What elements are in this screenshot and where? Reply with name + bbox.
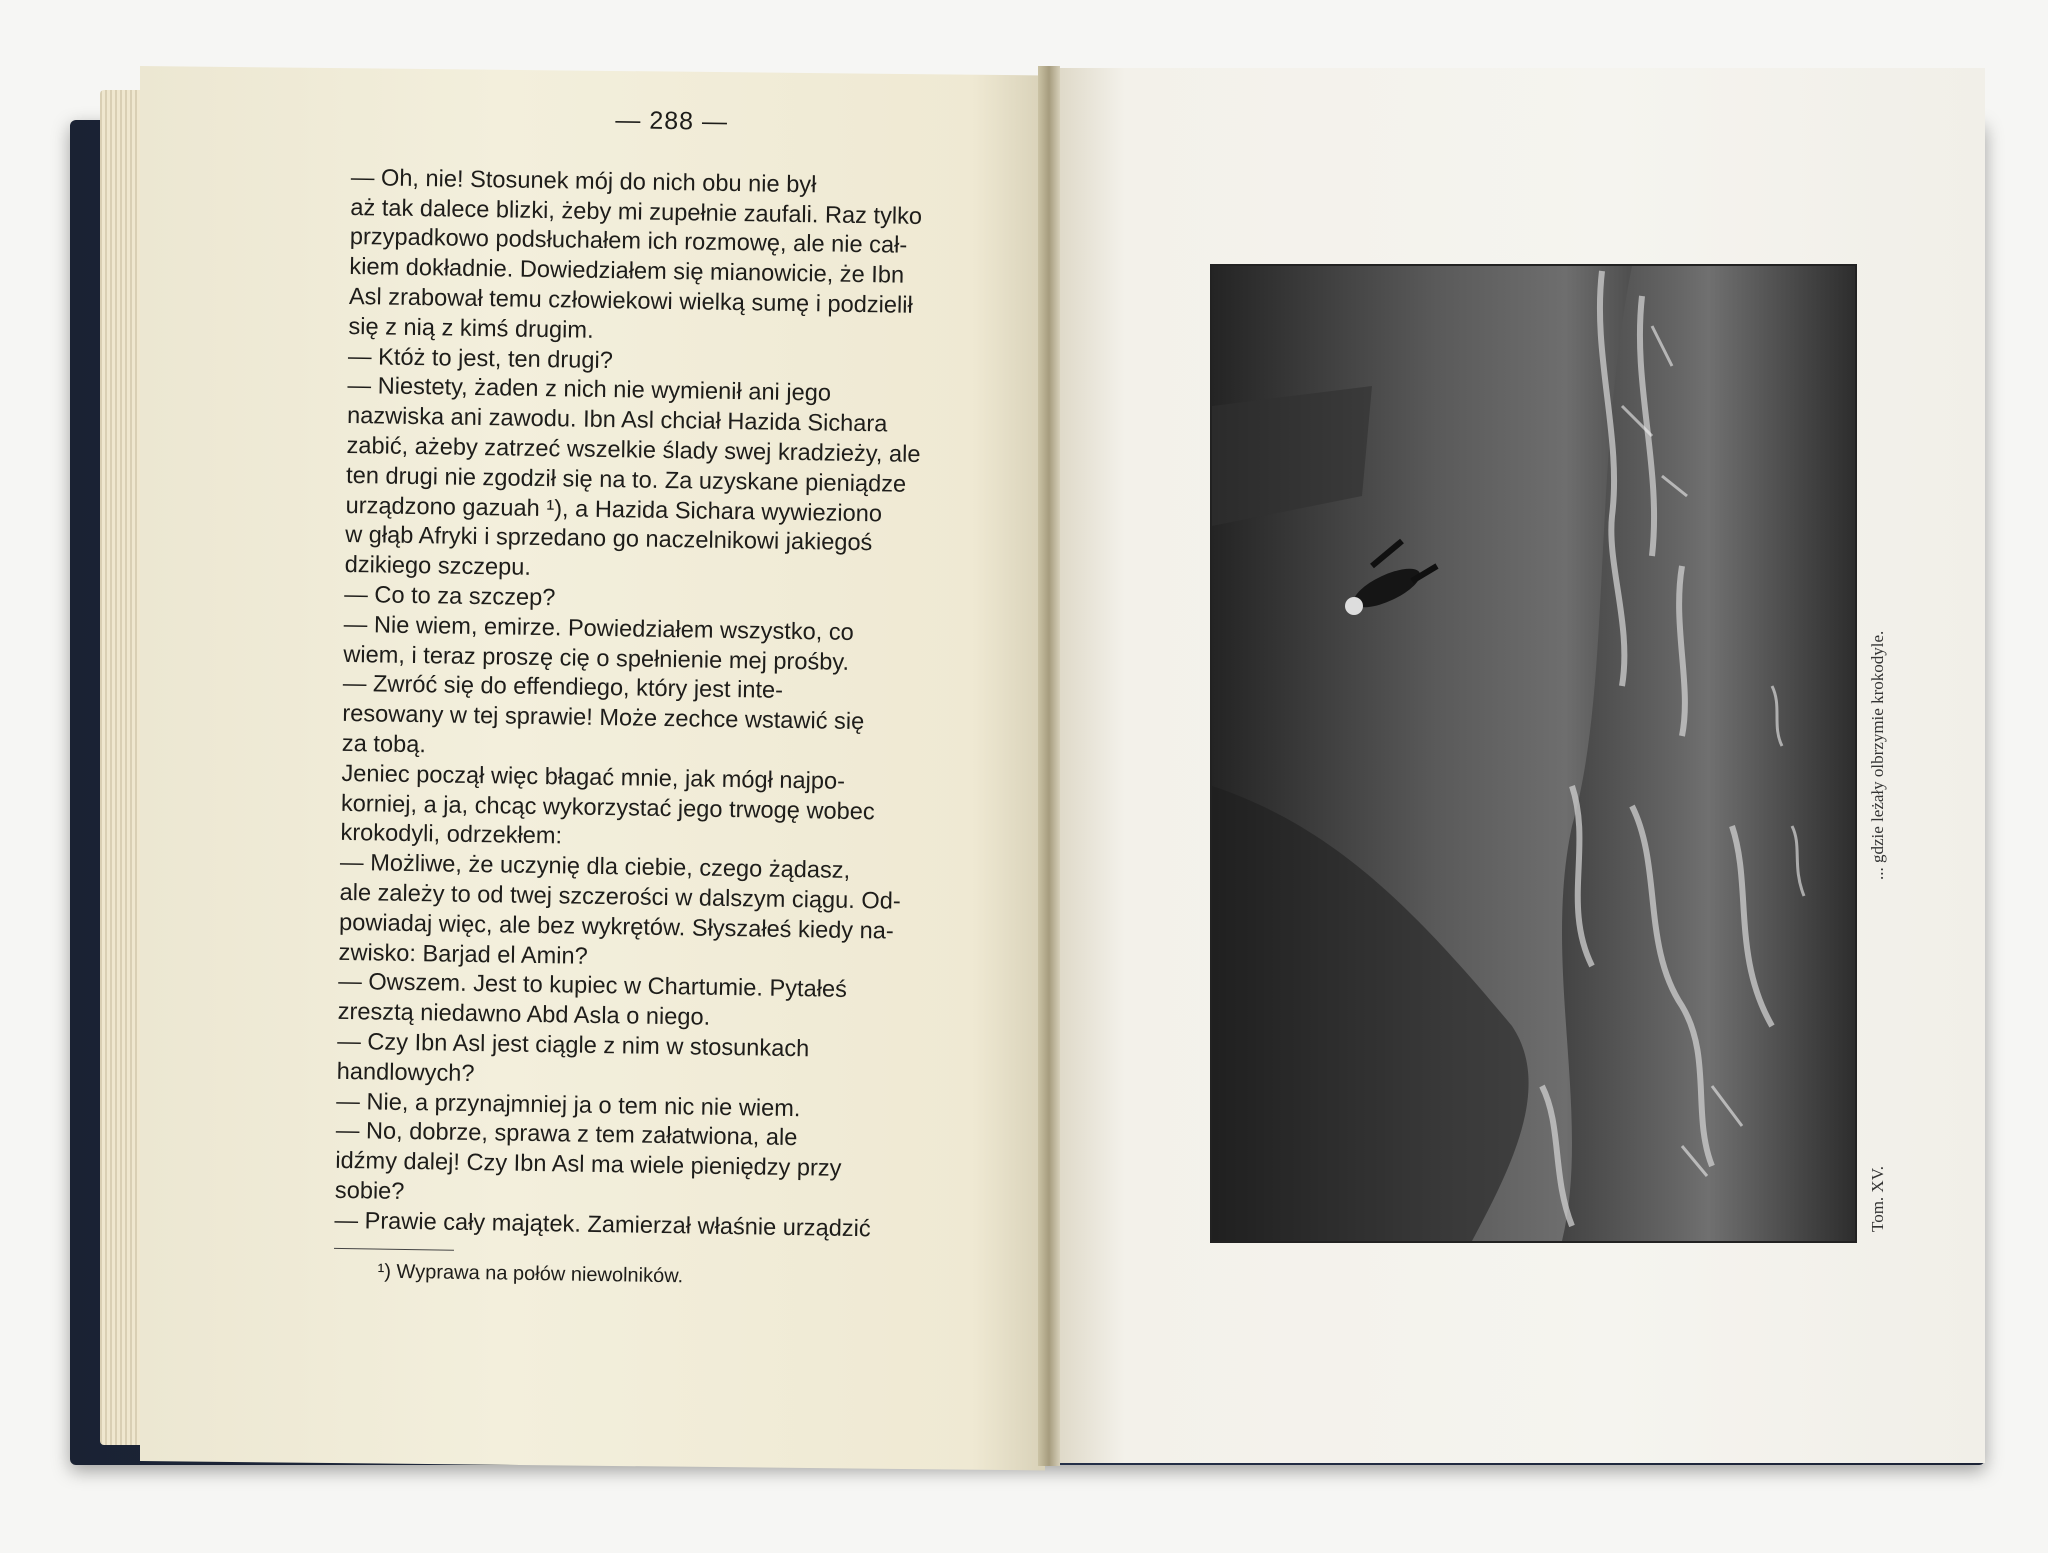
text-line: w głąb Afryki i sprzedano go naczelnikowi jakiegoś — [344, 522, 873, 557]
text-line: — Prawie cały majątek. Zamierzał właśnie urządzić — [334, 1207, 871, 1242]
text-line: ten drugi nie zgodził się na to. Za uzyskane pieniądze — [345, 462, 907, 498]
text-line: wiem, i teraz proszę cię o spełnienie mej prośby. — [343, 641, 850, 676]
text-line: dzikiego szczepu. — [344, 552, 532, 582]
book-gutter — [1038, 66, 1060, 1466]
plate-caption — [1864, 560, 1894, 1260]
text-line: — Nie wiem, emirze. Powiedziałem wszystko, co — [343, 611, 854, 646]
text-line: resowany w tej sprawie! Może zechce wstawić się — [342, 701, 865, 736]
text-line: — Możliwe, że uczynię dla ciebie, czego żądasz, — [339, 850, 851, 885]
footnote: ¹) Wyprawa na połów niewolników. — [377, 1261, 684, 1288]
text-line: zwisko: Barjad el Amin? — [338, 939, 588, 970]
text-line: — Czy Ibn Asl jest ciągle z nim w stosunkach — [337, 1028, 810, 1063]
illustration-plate — [1210, 264, 1857, 1243]
text-line: — Oh, nie! Stosunek mój do nich obu nie był — [350, 164, 817, 199]
text-line: ale zależy to od twej szczerości w dalszym ciągu. Od- — [339, 879, 901, 915]
text-line: sobie? — [334, 1177, 405, 1205]
crocodile-river-illustration — [1212, 266, 1855, 1241]
left-page-text — [333, 102, 992, 1297]
text-line: — Niestety, żaden z nich nie wymienił ani jego — [347, 373, 832, 407]
text-line: Jeniec począł więc błagać mnie, jak mógł najpo- — [341, 760, 846, 795]
text-line: się z nią z kimś drugim. — [348, 313, 594, 344]
text-line: powiadaj więc, ale bez wykrętów. Słyszałeś kiedy na- — [338, 909, 894, 945]
text-line: Asl zrabował temu człowiekowi wielką sumę i podzielił — [348, 283, 913, 319]
text-line: nazwiska ani zawodu. Ibn Asl chciał Hazida Sichara — [346, 403, 888, 438]
text-line: kiem dokładnie. Dowiedziałem się mianowicie, że Ibn — [349, 254, 905, 289]
text-line: przypadkowo podsłuchałem ich rozmowę, ale nie cał- — [349, 224, 908, 260]
text-line: — No, dobrze, sprawa z tem załatwiona, ale — [335, 1118, 798, 1152]
page-number: — 288 — — [615, 106, 729, 136]
footnote-rule — [334, 1248, 454, 1251]
text-line: za tobą. — [341, 730, 427, 759]
text-line: urządzono gazuah ¹), a Hazida Sichara wywieziono — [345, 492, 883, 527]
text-line: — Zwróć się do effendiego, który jest inte- — [342, 671, 784, 705]
volume-label: Tom. XV. — [1868, 1165, 1887, 1232]
text-line: idźmy dalej! Czy Ibn Asl ma wiele pieniędzy przy — [335, 1147, 842, 1182]
text-line: krokodyli, odrzekłem: — [340, 820, 563, 850]
text-line: korniej, a ja, chcąc wykorzystać jego trwogę wobec — [340, 790, 875, 825]
text-line: — Owszem. Jest to kupiec w Chartumie. Pytałeś — [337, 969, 848, 1004]
text-line: zresztą niedawno Abd Asla o niego. — [337, 998, 711, 1031]
text-line: — Któż to jest, ten drugi? — [347, 343, 614, 374]
text-line: handlowych? — [336, 1058, 475, 1087]
text-line: zabić, ażeby zatrzeć wszelkie ślady swej kradzieży, ale — [346, 432, 921, 468]
text-line: — Nie, a przynajmniej ja o tem nic nie wiem. — [336, 1088, 801, 1122]
caption-text: ... gdzie leżały olbrzymie krokodyle. — [1868, 630, 1887, 880]
text-line: aż tak dalece blizki, żeby mi zupełnie zaufali. Raz tylko — [350, 194, 923, 230]
text-line: — Co to za szczep? — [344, 581, 556, 612]
